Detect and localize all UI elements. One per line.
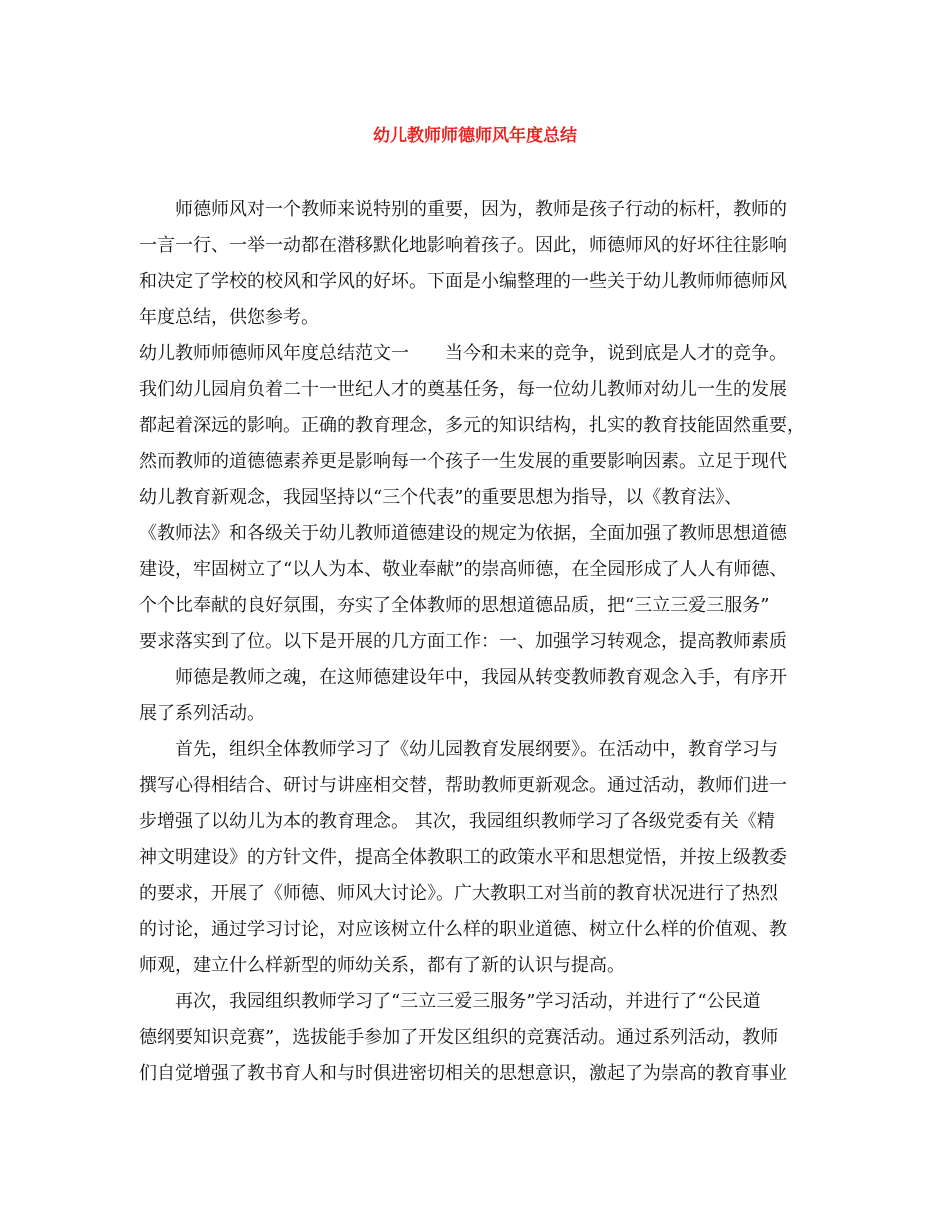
- paragraph-line: 师德是教师之魂，在这师德建设年中，我园从转变教师教育观念入手，有序开: [175, 667, 787, 688]
- paragraph-line: 《教师法》和各级关于幼儿教师道德建设的规定为依据，全面加强了教师思想道德: [139, 523, 787, 544]
- paragraph-line: 个个比奉献的良好氛围，夯实了全体教师的思想道德品质，把“三立三爱三服务”: [139, 595, 770, 616]
- paragraph-line: 都起着深远的影响。正确的教育理念，多元的知识结构，扎实的教育技能固然重要，: [139, 415, 805, 436]
- paragraph-line: 师德师风对一个教师来说特别的重要，因为，教师是孩子行动的标杆，教师的: [175, 199, 787, 220]
- paragraph-line: 再次，我园组织教师学习了“三立三爱三服务”学习活动，并进行了“公民道: [175, 991, 761, 1012]
- paragraph-line: 德纲要知识竞赛”，选拔能手参加了开发区组织的竞赛活动。通过系列活动，教师: [139, 1027, 779, 1048]
- paragraph-line: 然而教师的道德德素养更是影响每一个孩子一生发展的重要影响因素。立足于现代: [139, 451, 787, 472]
- paragraph-line: 一言一行、一举一动都在潜移默化地影响着孩子。因此，师德师风的好坏往往影响: [139, 235, 787, 256]
- paragraph-text: 当今和未来的竞争，说到底是人才的竞争。: [445, 343, 787, 364]
- paragraph-line: 的要求，开展了《师德、师风大讨论》。广大教职工对当前的教育状况进行了热烈: [139, 883, 778, 904]
- paragraph-line: 和决定了学校的校风和学风的好坏。下面是小编整理的一些关于幼儿教师师德师风: [139, 271, 787, 292]
- paragraph-line: 们自觉增强了教书育人和与时俱进密切相关的思想意识，激起了为崇高的教育事业: [139, 1063, 787, 1084]
- paragraph-line: 的讨论，通过学习讨论，对应该树立什么样的职业道德、树立什么样的价值观、教: [139, 919, 787, 940]
- paragraph-line: 撰写心得相结合、研讨与讲座相交替，帮助教师更新观念。通过活动，教师们进一: [139, 775, 787, 796]
- paragraph-line: 师观，建立什么样新型的师幼关系，都有了新的认识与提高。: [139, 955, 625, 976]
- paragraph-line: 我们幼儿园肩负着二十一世纪人才的奠基任务，每一位幼儿教师对幼儿一生的发展: [139, 379, 787, 400]
- paragraph-line: 步增强了以幼儿为本的教育理念。 其次，我园组织教师学习了各级党委有关《精: [139, 811, 775, 832]
- paragraph-line: 年度总结，供您参考。: [139, 307, 319, 328]
- paragraph-line: 幼儿教育新观念，我园坚持以“三个代表”的重要思想为指导，以《教育法》、: [139, 487, 743, 508]
- document-body: [139, 192, 819, 1092]
- paragraph-line: 首先，组织全体教师学习了《幼儿园教育发展纲要》。在活动中，教育学习与: [175, 739, 778, 760]
- paragraph-line: 神文明建设》的方针文件，提高全体教职工的政策水平和思想觉悟，并按上级教委: [139, 847, 787, 868]
- paragraph-line: 要求落实到了位。以下是开展的几方面工作：一、加强学习转观念，提高教师素质: [139, 631, 787, 652]
- section-heading-line: [139, 336, 819, 372]
- section-heading: 幼儿教师师德师风年度总结范文一: [139, 343, 409, 364]
- document-title: 幼儿教师师德师风年度总结: [373, 126, 577, 146]
- paragraph-line: 展了系列活动。: [139, 703, 265, 724]
- paragraph-line: 建设，牢固树立了“以人为本、敬业奉献”的崇高师德，在全园形成了人人有师德、: [139, 559, 788, 580]
